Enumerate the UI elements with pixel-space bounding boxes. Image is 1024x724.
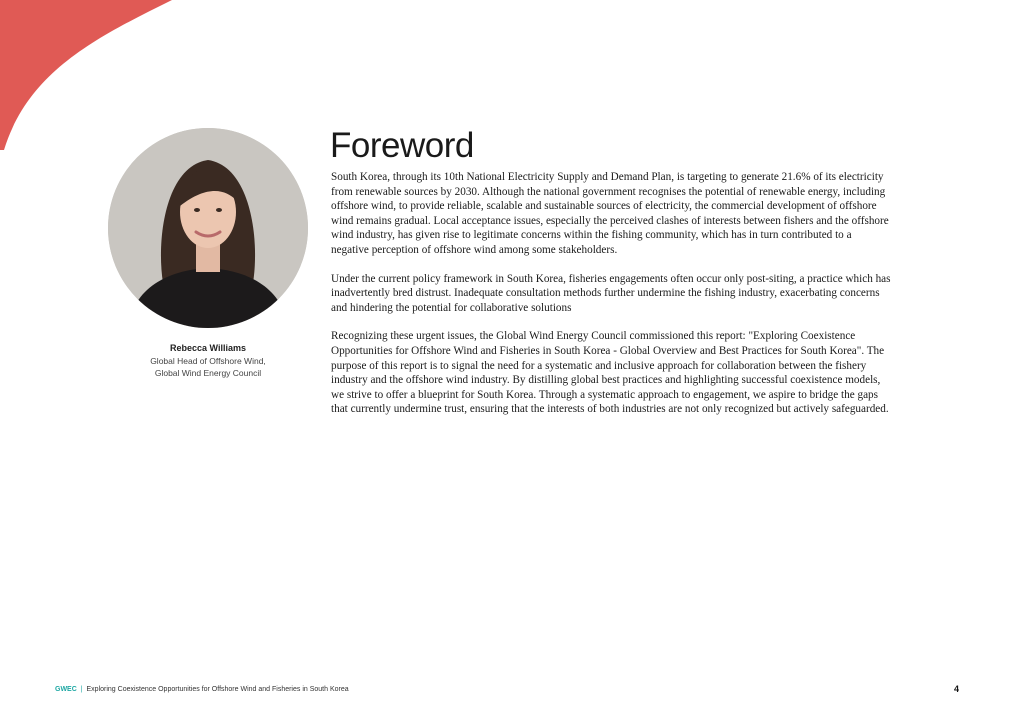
- footer-brand: GWEC: [55, 686, 77, 693]
- page-title: Foreword: [330, 126, 474, 165]
- footer-doc-title: Exploring Coexistence Opportunities for Offshore Wind and Fisheries in South Korea: [86, 686, 349, 693]
- author-name: Rebecca Williams: [170, 343, 246, 353]
- author-title-line2: Global Wind Energy Council: [154, 367, 262, 378]
- foreword-body: [331, 170, 891, 431]
- corner-decoration: [0, 0, 180, 150]
- paragraph-3: Recognizing these urgent issues, the Global Wind Energy Council commissioned this report: "Exploring Coexistence Opportunities for Offshore Wind and Fisheries in South Korea - Global Overview and Best Practices for South Korea". The purpose of this report is to signal the need for a systematic and inclusive approach for collaboration between the fishery industry and the offshore wind industry. By distilling global best practices and highlighting successful coexistence models, we strive to offer a blueprint for South Korea. Through a systematic approach to engagement, we aspire to bridge the gaps that currently undermine trust, ensuring that the interests of both industries are not only recognized but actively safeguarded.: [331, 330, 889, 416]
- page-number: 4: [954, 684, 960, 694]
- paragraph-2: Under the current policy framework in South Korea, fisheries engagements often occur only post-siting, a practice which has inadvertently bred distrust. Inadequate consultation methods further undermine the fishing industry, exacerbating concerns and hindering the potential for collaborative solutions: [331, 272, 891, 314]
- paragraph-1: South Korea, through its 10th National Electricity Supply and Demand Plan, is targeting to generate 21.6% of its electricity from renewable sources by 2030. Although the national government recognises the potential of renewable energy, including offshore wind, to provide reliable, scalable and sustainable sources of electricity, the commercial development of offshore wind remains gradual. Local acceptance issues, especially the perceived clashes of interests between fishers and the offshore wind industry, has given rise to legitimate concerns within the fishing community, which has in turn contributed to a negative perception of offshore wind among some stakeholders.: [331, 171, 889, 256]
- footer: [55, 686, 349, 693]
- author-title: [108, 356, 308, 379]
- author-title-line1: Global Head of Offshore Wind,: [150, 356, 266, 366]
- footer-separator: |: [80, 686, 83, 693]
- author-photo: [108, 128, 308, 328]
